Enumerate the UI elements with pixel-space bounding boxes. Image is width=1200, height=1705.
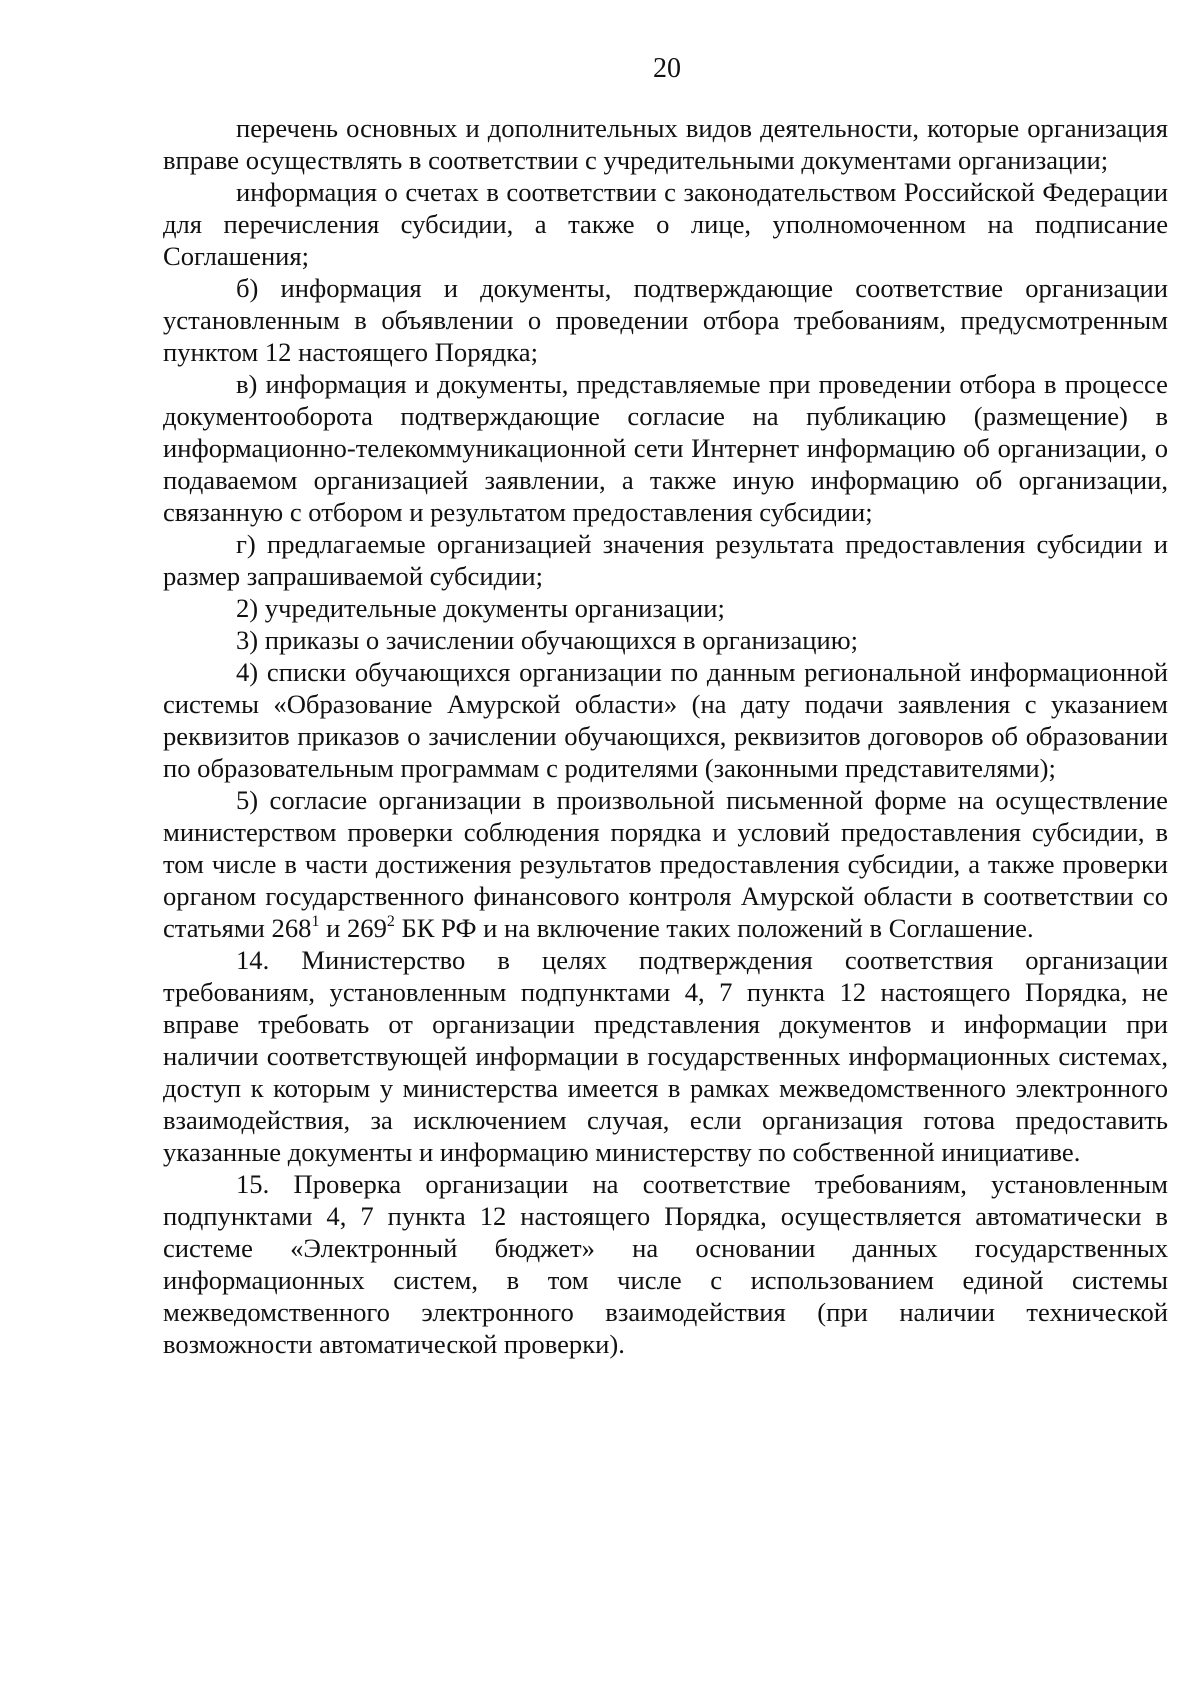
superscript-2: 2 xyxy=(386,913,395,930)
paragraph-item-5-text-1: 5) согласие организации в произвольной письменной форме на осуществление министерством проверки соблюдения порядка и условий предоставления субсидии, в том числе в части достижения результатов предоставления субсидии, а также проверки органом государственного финансового контроля Амурской области в соответствии со статьями 268 xyxy=(163,785,1168,943)
paragraph-item-5-text-3: БК РФ и на включение таких положений в Соглашение. xyxy=(394,913,1034,943)
paragraph-activities-list: перечень основных и дополнительных видов деятельности, которые организация вправе осуществлять в соответствии с учредительными документами организации; xyxy=(163,113,1168,175)
paragraph-item-g: г) предлагаемые организацией значения результата предоставления субсидии и размер запрашиваемой субсидии; xyxy=(163,529,1168,591)
paragraph-item-4: 4) списки обучающихся организации по данным региональной информационной системы «Образование Амурской области» (на дату подачи заявления с указанием реквизитов приказов о зачислении обучающихся, реквизитов договоров об образовании по образовательным программам с родителями (законными представителями); xyxy=(163,657,1168,783)
paragraph-item-5-text-2: и 269 xyxy=(319,913,387,943)
document-body xyxy=(163,112,1168,1360)
paragraph-section-15: 15. Проверка организации на соответствие требованиям, установленным подпунктами 4, 7 пункта 12 настоящего Порядка, осуществляется автоматически в системе «Электронный бюджет» на основании данных государственных информационных систем, в том числе с использованием единой системы межведомственного электронного взаимодействия (при наличии технической возможности автоматической проверки). xyxy=(163,1169,1168,1359)
paragraph-item-b: б) информация и документы, подтверждающие соответствие организации установленным в объявлении о проведении отбора требованиям, предусмотренным пунктом 12 настоящего Порядка; xyxy=(163,273,1168,367)
page-number: 20 xyxy=(653,53,681,84)
paragraph-item-5 xyxy=(163,784,1168,944)
superscript-1: 1 xyxy=(311,913,320,930)
paragraph-bank-accounts: информация о счетах в соответствии с законодательством Российской Федерации для перечисления субсидии, а также о лице, уполномоченном на подписание Соглашения; xyxy=(163,177,1168,271)
paragraph-item-v: в) информация и документы, представляемые при проведении отбора в процессе документооборота подтверждающие согласие на публикацию (размещение) в информационно-телекоммуникационной сети Интернет информацию об организации, о подаваемом организацией заявлении, а также иную информацию об организации, связанную с отбором и результатом предоставления субсидии; xyxy=(163,369,1168,527)
paragraph-item-3: 3) приказы о зачислении обучающихся в организацию; xyxy=(236,625,859,655)
paragraph-item-2: 2) учредительные документы организации; xyxy=(236,593,725,623)
paragraph-section-14: 14. Министерство в целях подтверждения соответствия организации требованиям, установленным подпунктами 4, 7 пункта 12 настоящего Порядка, не вправе требовать от организации представления документов и информации при наличии соответствующей информации в государственных информационных системах, доступ к которым у министерства имеется в рамках межведомственного электронного взаимодействия, за исключением случая, если организация готова предоставить указанные документы и информацию министерству по собственной инициативе. xyxy=(163,945,1168,1167)
